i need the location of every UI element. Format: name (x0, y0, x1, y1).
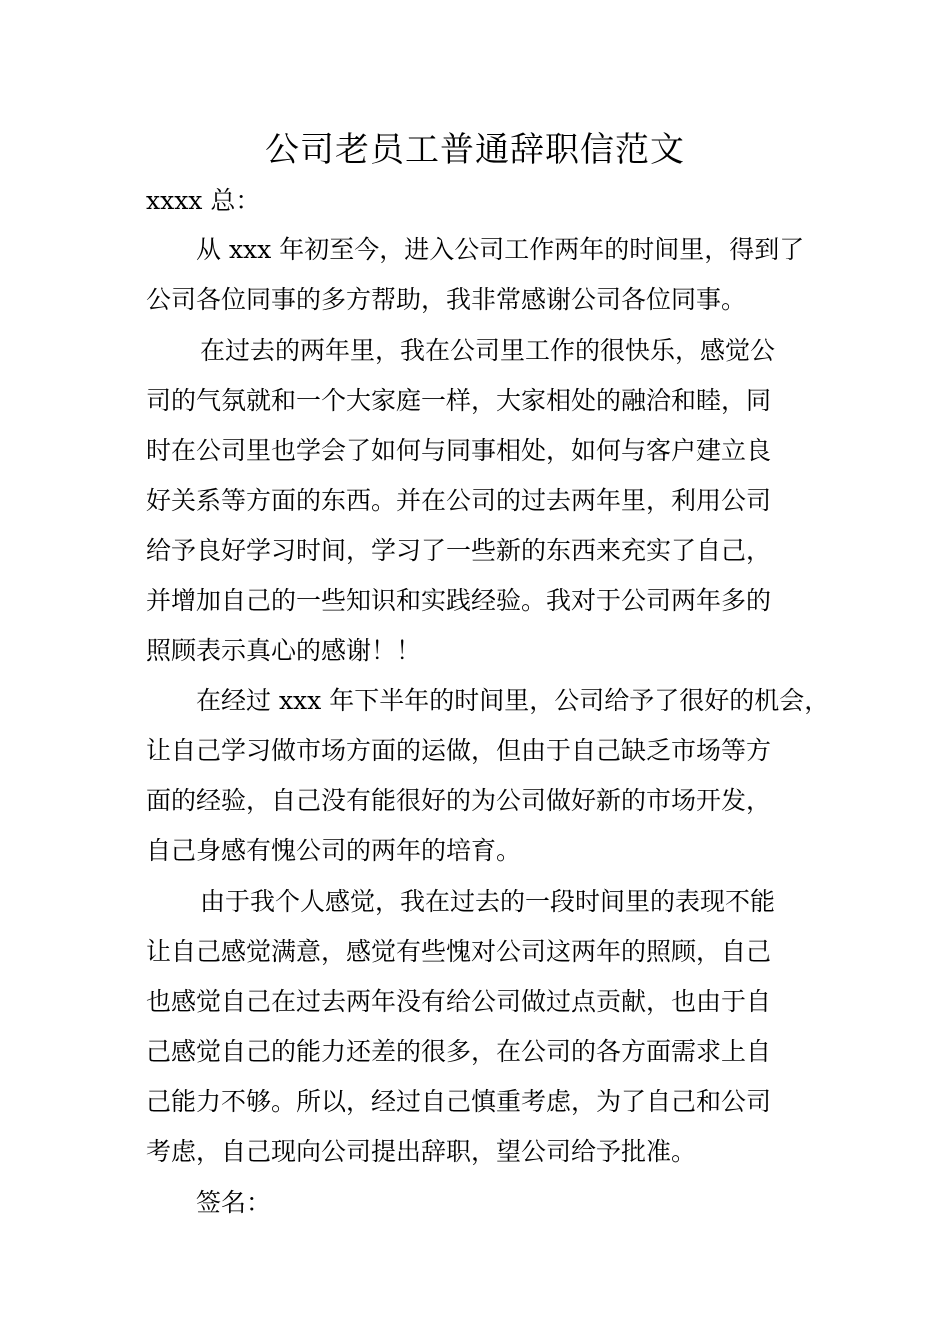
signature-label: 签名： (196, 1188, 272, 1217)
paragraph-line: 时在公司里也学会了如何与同事相处，如何与客户建立良 (146, 436, 772, 465)
paragraph-line: 在过去的两年里，我在公司里工作的很快乐，感觉公 (200, 336, 776, 365)
paragraph-line: 在经过 xxx 年下半年的时间里，公司给予了很好的机会， (196, 686, 830, 715)
salutation: xxxx 总： (146, 186, 261, 215)
paragraph-line: 由于我个人感觉，我在过去的一段时间里的表现不能 (200, 887, 776, 916)
paragraph-line: 司的气氛就和一个大家庭一样，大家相处的融洽和睦，同 (146, 386, 772, 415)
paragraph-line: 从 xxx 年初至今，进入公司工作两年的时间里，得到了 (196, 235, 805, 264)
paragraph-line: 己能力不够。所以，经过自己慎重考虑，为了自己和公司 (146, 1087, 772, 1116)
document-title: 公司老员工普通辞职信范文 (265, 130, 685, 170)
paragraph-line: 好关系等方面的东西。并在公司的过去两年里，利用公司 (146, 486, 772, 515)
paragraph-line: 让自己学习做市场方面的运做，但由于自己缺乏市场等方 (146, 736, 772, 765)
paragraph-line: 公司各位同事的多方帮助，我非常感谢公司各位同事。 (146, 285, 747, 314)
paragraph-line: 让自己感觉满意，感觉有些愧对公司这两年的照顾，自己 (146, 937, 772, 966)
paragraph-line: 照顾表示真心的感谢！！ (146, 636, 422, 665)
paragraph-line: 并增加自己的一些知识和实践经验。我对于公司两年多的 (146, 586, 772, 615)
paragraph-line: 面的经验，自己没有能很好的为公司做好新的市场开发， (146, 786, 772, 815)
paragraph-line: 也感觉自己在过去两年没有给公司做过点贡献，也由于自 (146, 987, 772, 1016)
paragraph-line: 己感觉自己的能力还差的很多，在公司的各方面需求上自 (146, 1037, 772, 1066)
paragraph-line: 考虑，自己现向公司提出辞职，望公司给予批准。 (146, 1137, 697, 1166)
paragraph-line: 自己身感有愧公司的两年的培育。 (146, 836, 522, 865)
paragraph-line: 给予良好学习时间，学习了一些新的东西来充实了自己， (146, 536, 772, 565)
